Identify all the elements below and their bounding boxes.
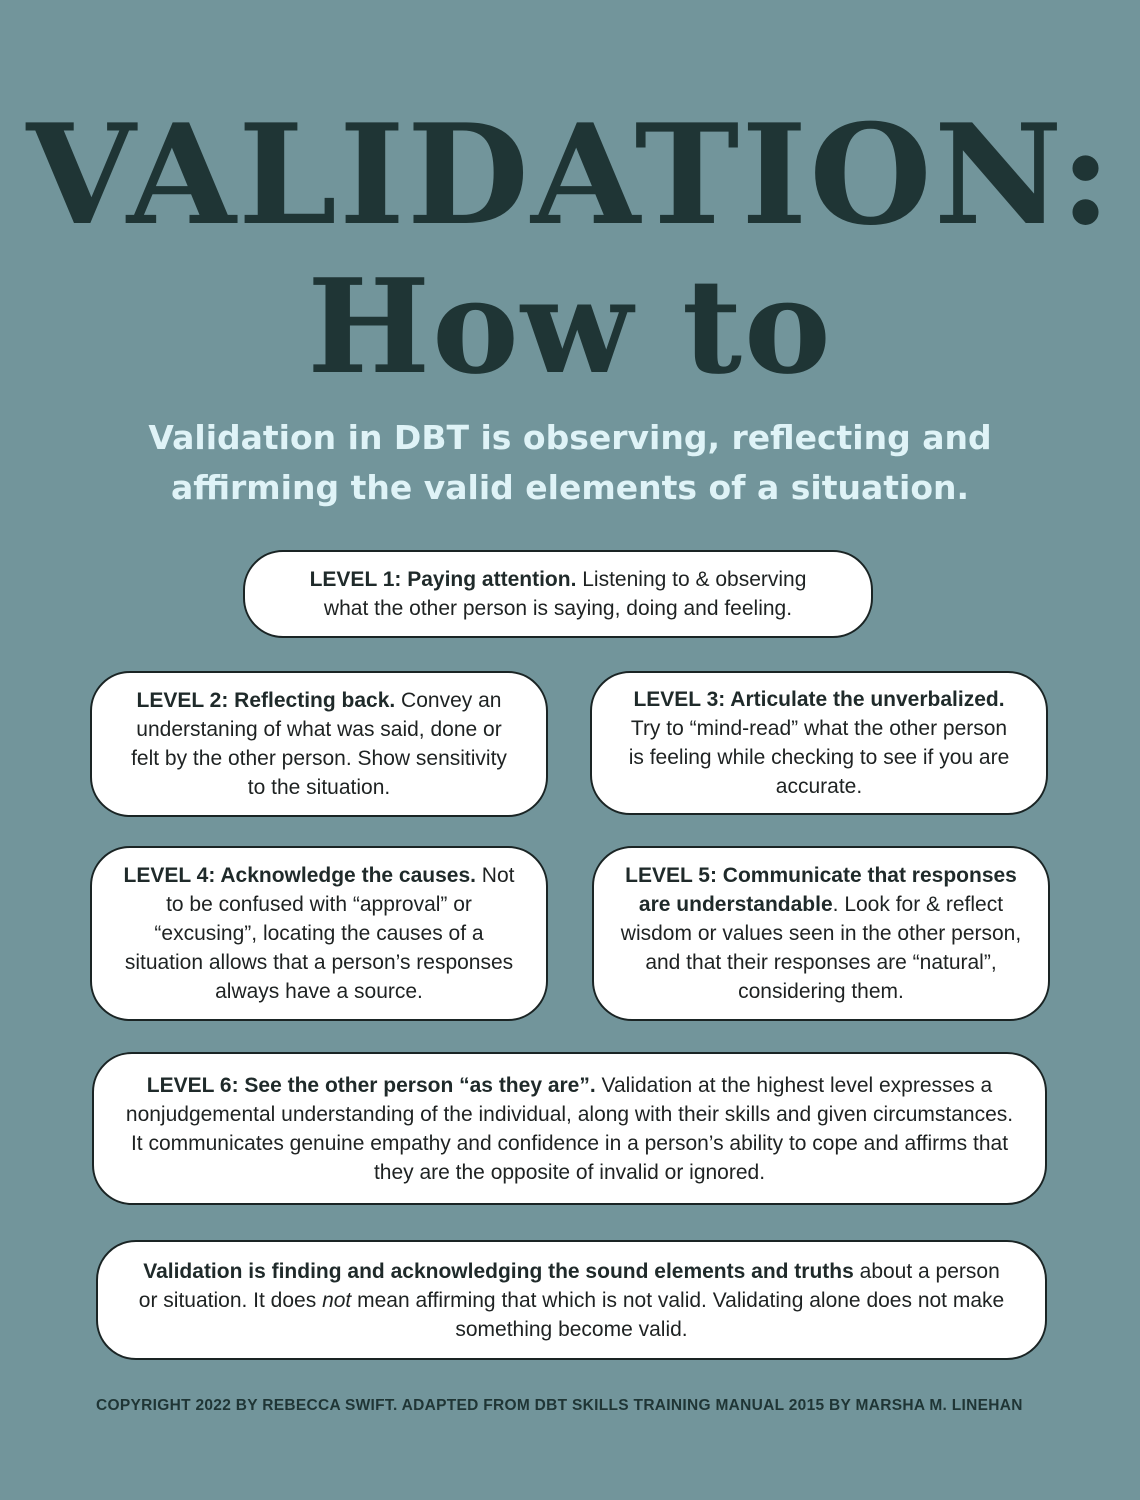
- level-2-text: Convey an understaning of what was said, done or felt by the other person. Show sensitivity to the situation.: [131, 689, 507, 799]
- level-2-box: [90, 671, 548, 817]
- subtitle: [0, 413, 1140, 513]
- summary-heading: Validation is finding and acknowledging the sound elements and truths: [143, 1259, 854, 1283]
- title-line-2: How to: [307, 250, 833, 403]
- level-4-heading: LEVEL 4: Acknowledge the causes.: [123, 864, 476, 887]
- level-4-text: Not to be confused with “approval” or “excusing”, locating the causes of a situation allows that a person’s responses always have a source.: [124, 864, 515, 1003]
- level-1-text: Listening to & observing what the other person is saying, doing and feeling.: [323, 568, 807, 620]
- level-3-heading: LEVEL 3: Articulate the unverbalized.: [633, 688, 1005, 711]
- subtitle-line-2: affirming the valid elements of a situation.: [170, 468, 970, 507]
- summary-box: [96, 1240, 1047, 1360]
- summary-text-2: mean affirming that which is not valid. Validating alone does not make something become valid.: [351, 1288, 1005, 1341]
- level-1-heading: LEVEL 1: Paying attention.: [309, 568, 577, 591]
- subtitle-line-1: Validation in DBT is observing, reflecting and: [148, 418, 992, 457]
- level-5-box: [592, 846, 1050, 1021]
- level-3-box: [590, 671, 1048, 815]
- level-6-heading: LEVEL 6: See the other person “as they are”.: [146, 1073, 596, 1097]
- level-4-box: [90, 846, 548, 1021]
- level-1-box: [243, 550, 873, 638]
- copyright: COPYRIGHT 2022 BY REBECCA SWIFT. ADAPTED FROM DBT SKILLS TRAINING MANUAL 2015 BY MARSHA M. LINEHAN: [96, 1397, 1023, 1414]
- level-2-heading: LEVEL 2: Reflecting back.: [136, 689, 396, 712]
- title-line-1: VALIDATION:: [26, 93, 1114, 256]
- level-5-heading: LEVEL 5: Communicate that responses are understandable: [625, 864, 1017, 916]
- level-6-text: Validation at the highest level expresses a nonjudgemental understanding of the individual, along with their skills and given circumstances. It communicates genuine empathy and confidence in a person’s ability to cope and affirms that they are the opposite of invalid or ignored.: [125, 1073, 1014, 1184]
- level-3-text: Try to “mind-read” what the other person is feeling while checking to see if you are accurate.: [628, 717, 1010, 798]
- summary-italic: not: [322, 1288, 352, 1312]
- level-5-text: . Look for & reflect wisdom or values seen in the other person, and that their responses are “natural”, considering them.: [620, 893, 1022, 1003]
- level-6-box: [92, 1052, 1047, 1205]
- summary-text-1: about a person or situation. It does: [138, 1259, 1000, 1312]
